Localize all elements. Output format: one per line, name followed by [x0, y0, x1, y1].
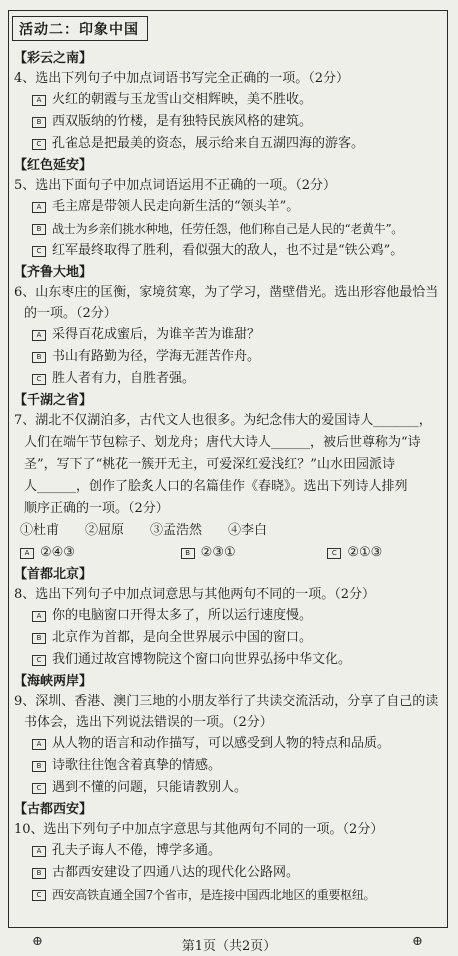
option-b[interactable] — [14, 862, 444, 884]
option-mark: B — [32, 224, 46, 235]
option-text: 毛主席是带领人民走向新生活的“领头羊”。 — [52, 199, 300, 214]
option-mark: B — [32, 868, 46, 879]
option-mark: C — [32, 783, 46, 794]
option-mark: A — [32, 95, 46, 106]
option-c[interactable] — [14, 777, 444, 799]
option-mark: B — [32, 117, 46, 128]
option-text: ②③① — [200, 545, 236, 560]
option-mark: A — [32, 611, 46, 622]
option-b[interactable] — [14, 346, 444, 368]
option-text: 西双版纳的竹楼，是有独特民族风格的建筑。 — [52, 114, 313, 129]
activity-title: 活动二：印象中国 — [12, 16, 148, 41]
option-text: 采得百花成蜜后，为谁辛苦为谁甜？ — [52, 327, 261, 342]
option-mark: C — [327, 548, 341, 559]
section-heading: 【海峡两岸】 — [14, 674, 93, 689]
option-mark: A — [32, 846, 46, 857]
crosshair-mark-left: ⊕ — [32, 934, 43, 949]
option-a[interactable] — [14, 733, 444, 755]
option-text: 西安高铁直通全国7个省市，是连接中国西北地区的重要枢纽。 — [52, 888, 376, 902]
section-heading: 【彩云之南】 — [14, 51, 93, 66]
poet-list — [14, 520, 444, 542]
option-mark: C — [32, 139, 46, 150]
option-a[interactable] — [14, 840, 444, 862]
option-mark: C — [32, 374, 46, 385]
question-6: 6、山东枣庄的匡衡，家境贫寒，为了学习，凿壁借光。选出形容他最恰当的一项。（2分） — [14, 285, 439, 321]
option-mark: C — [32, 246, 46, 257]
question-line: 人们在端午节包粽子、划龙舟；唐代大诗人______，被后世尊称为“诗 — [24, 435, 421, 450]
option-text: 孔夫子诲人不倦，博学多通。 — [52, 843, 222, 858]
option-b[interactable] — [14, 627, 444, 649]
option-text: 孔雀总是把最美的资态，展示给来自五湖四海的游客。 — [52, 136, 365, 151]
question-line: 人______，创作了脍炙人口的名篇佳作《春晓》。选出下列诗人排列 — [24, 479, 408, 494]
option-mark: A — [32, 739, 46, 750]
option-b[interactable] — [14, 218, 444, 240]
poet-item: ③孟浩然 — [150, 523, 203, 538]
question-9: 9、深圳、香港、澳门三地的小朋友举行了共读交流活动，分享了自己的读书体会，选出下列说法错误的一项。（2分） — [14, 694, 439, 730]
option-text: 从人物的语言和动作描写，可以感受到人物的特点和品质。 — [52, 736, 391, 751]
section-heading: 【千湖之省】 — [14, 393, 93, 408]
option-a[interactable] — [20, 542, 137, 564]
question-7 — [14, 410, 444, 520]
page-number: 第1页（共2页） — [181, 939, 277, 954]
option-a[interactable] — [14, 324, 444, 346]
question-10: 10、选出下列句子中加点字意思与其他两句不同的一项。（2分） — [14, 822, 384, 837]
option-mark: B — [181, 548, 195, 559]
option-text: 红军最终取得了胜利，看似强大的敌人，也不过是“铁公鸡”。 — [52, 243, 404, 258]
option-text: ②④③ — [40, 545, 75, 560]
option-c[interactable] — [14, 133, 444, 155]
option-a[interactable] — [14, 196, 444, 218]
crosshair-mark-right: ⊕ — [412, 934, 423, 949]
question-content — [14, 48, 444, 906]
section-heading: 【古都西安】 — [14, 802, 93, 817]
option-text: 你的电脑窗口开得太多了，所以运行速度慢。 — [52, 608, 313, 623]
section-heading: 【首都北京】 — [14, 567, 93, 582]
question-line: 顺序正确的一项。（2分） — [24, 501, 169, 516]
option-text: 古都西安建设了四通八达的现代化公路网。 — [52, 865, 300, 880]
answer-choices — [14, 542, 444, 564]
option-b[interactable] — [181, 542, 298, 564]
option-c[interactable] — [14, 368, 444, 390]
option-a[interactable] — [14, 89, 444, 111]
option-text: 火红的朝霞与玉龙雪山交相辉映，美不胜收。 — [52, 92, 313, 107]
option-text: 胜人者有力，自胜者强。 — [52, 371, 196, 386]
option-mark: A — [20, 548, 34, 559]
option-c[interactable] — [14, 884, 444, 906]
poet-item: ①杜甫 — [20, 523, 60, 538]
question-5: 5、选出下面句子中加点词语运用不正确的一项。（2分） — [14, 178, 337, 193]
option-text: 战士为乡亲们挑水种地，任劳任怨，他们称自己是人民的“老黄牛”。 — [52, 222, 403, 236]
option-a[interactable] — [14, 605, 444, 627]
option-mark: C — [32, 655, 46, 666]
option-text: 北京作为首都，是向全世界展示中国的窗口。 — [52, 630, 313, 645]
option-c[interactable] — [14, 240, 444, 262]
option-mark: B — [32, 761, 46, 772]
section-heading: 【齐鲁大地】 — [14, 265, 93, 280]
poet-item: ④李白 — [228, 523, 268, 538]
option-text: 遇到不懂的问题，只能请教别人。 — [52, 780, 248, 795]
question-line: 7、湖北不仅湖泊多，古代文人也很多。为纪念伟大的爱国诗人_______， — [14, 413, 432, 428]
option-text: 诗歌往往饱含着真挚的情感。 — [52, 758, 222, 773]
option-c[interactable] — [327, 542, 444, 564]
option-b[interactable] — [14, 111, 444, 133]
option-mark: A — [32, 202, 46, 213]
question-line: 圣”，写下了“桃花一簇开无主，可爱深红爱浅红？”山水田园派诗 — [24, 457, 395, 472]
option-mark: B — [32, 633, 46, 644]
option-text: 我们通过故宫博物院这个窗口向世界弘扬中华文化。 — [52, 652, 352, 667]
question-4: 4、选出下列句子中加点词语书写完全正确的一项。（2分） — [14, 71, 350, 86]
question-8: 8、选出下列句子中加点词意思与其他两句不同的一项。（2分） — [14, 587, 376, 602]
option-text: 书山有路勤为径，学海无涯苦作舟。 — [52, 349, 261, 364]
option-c[interactable] — [14, 649, 444, 671]
poet-item: ②屈原 — [85, 523, 125, 538]
option-mark: C — [32, 890, 46, 901]
option-b[interactable] — [14, 755, 444, 777]
option-mark: A — [32, 330, 46, 341]
option-mark: B — [32, 352, 46, 363]
option-text: ②①③ — [347, 545, 383, 560]
section-heading: 【红色延安】 — [14, 158, 93, 173]
